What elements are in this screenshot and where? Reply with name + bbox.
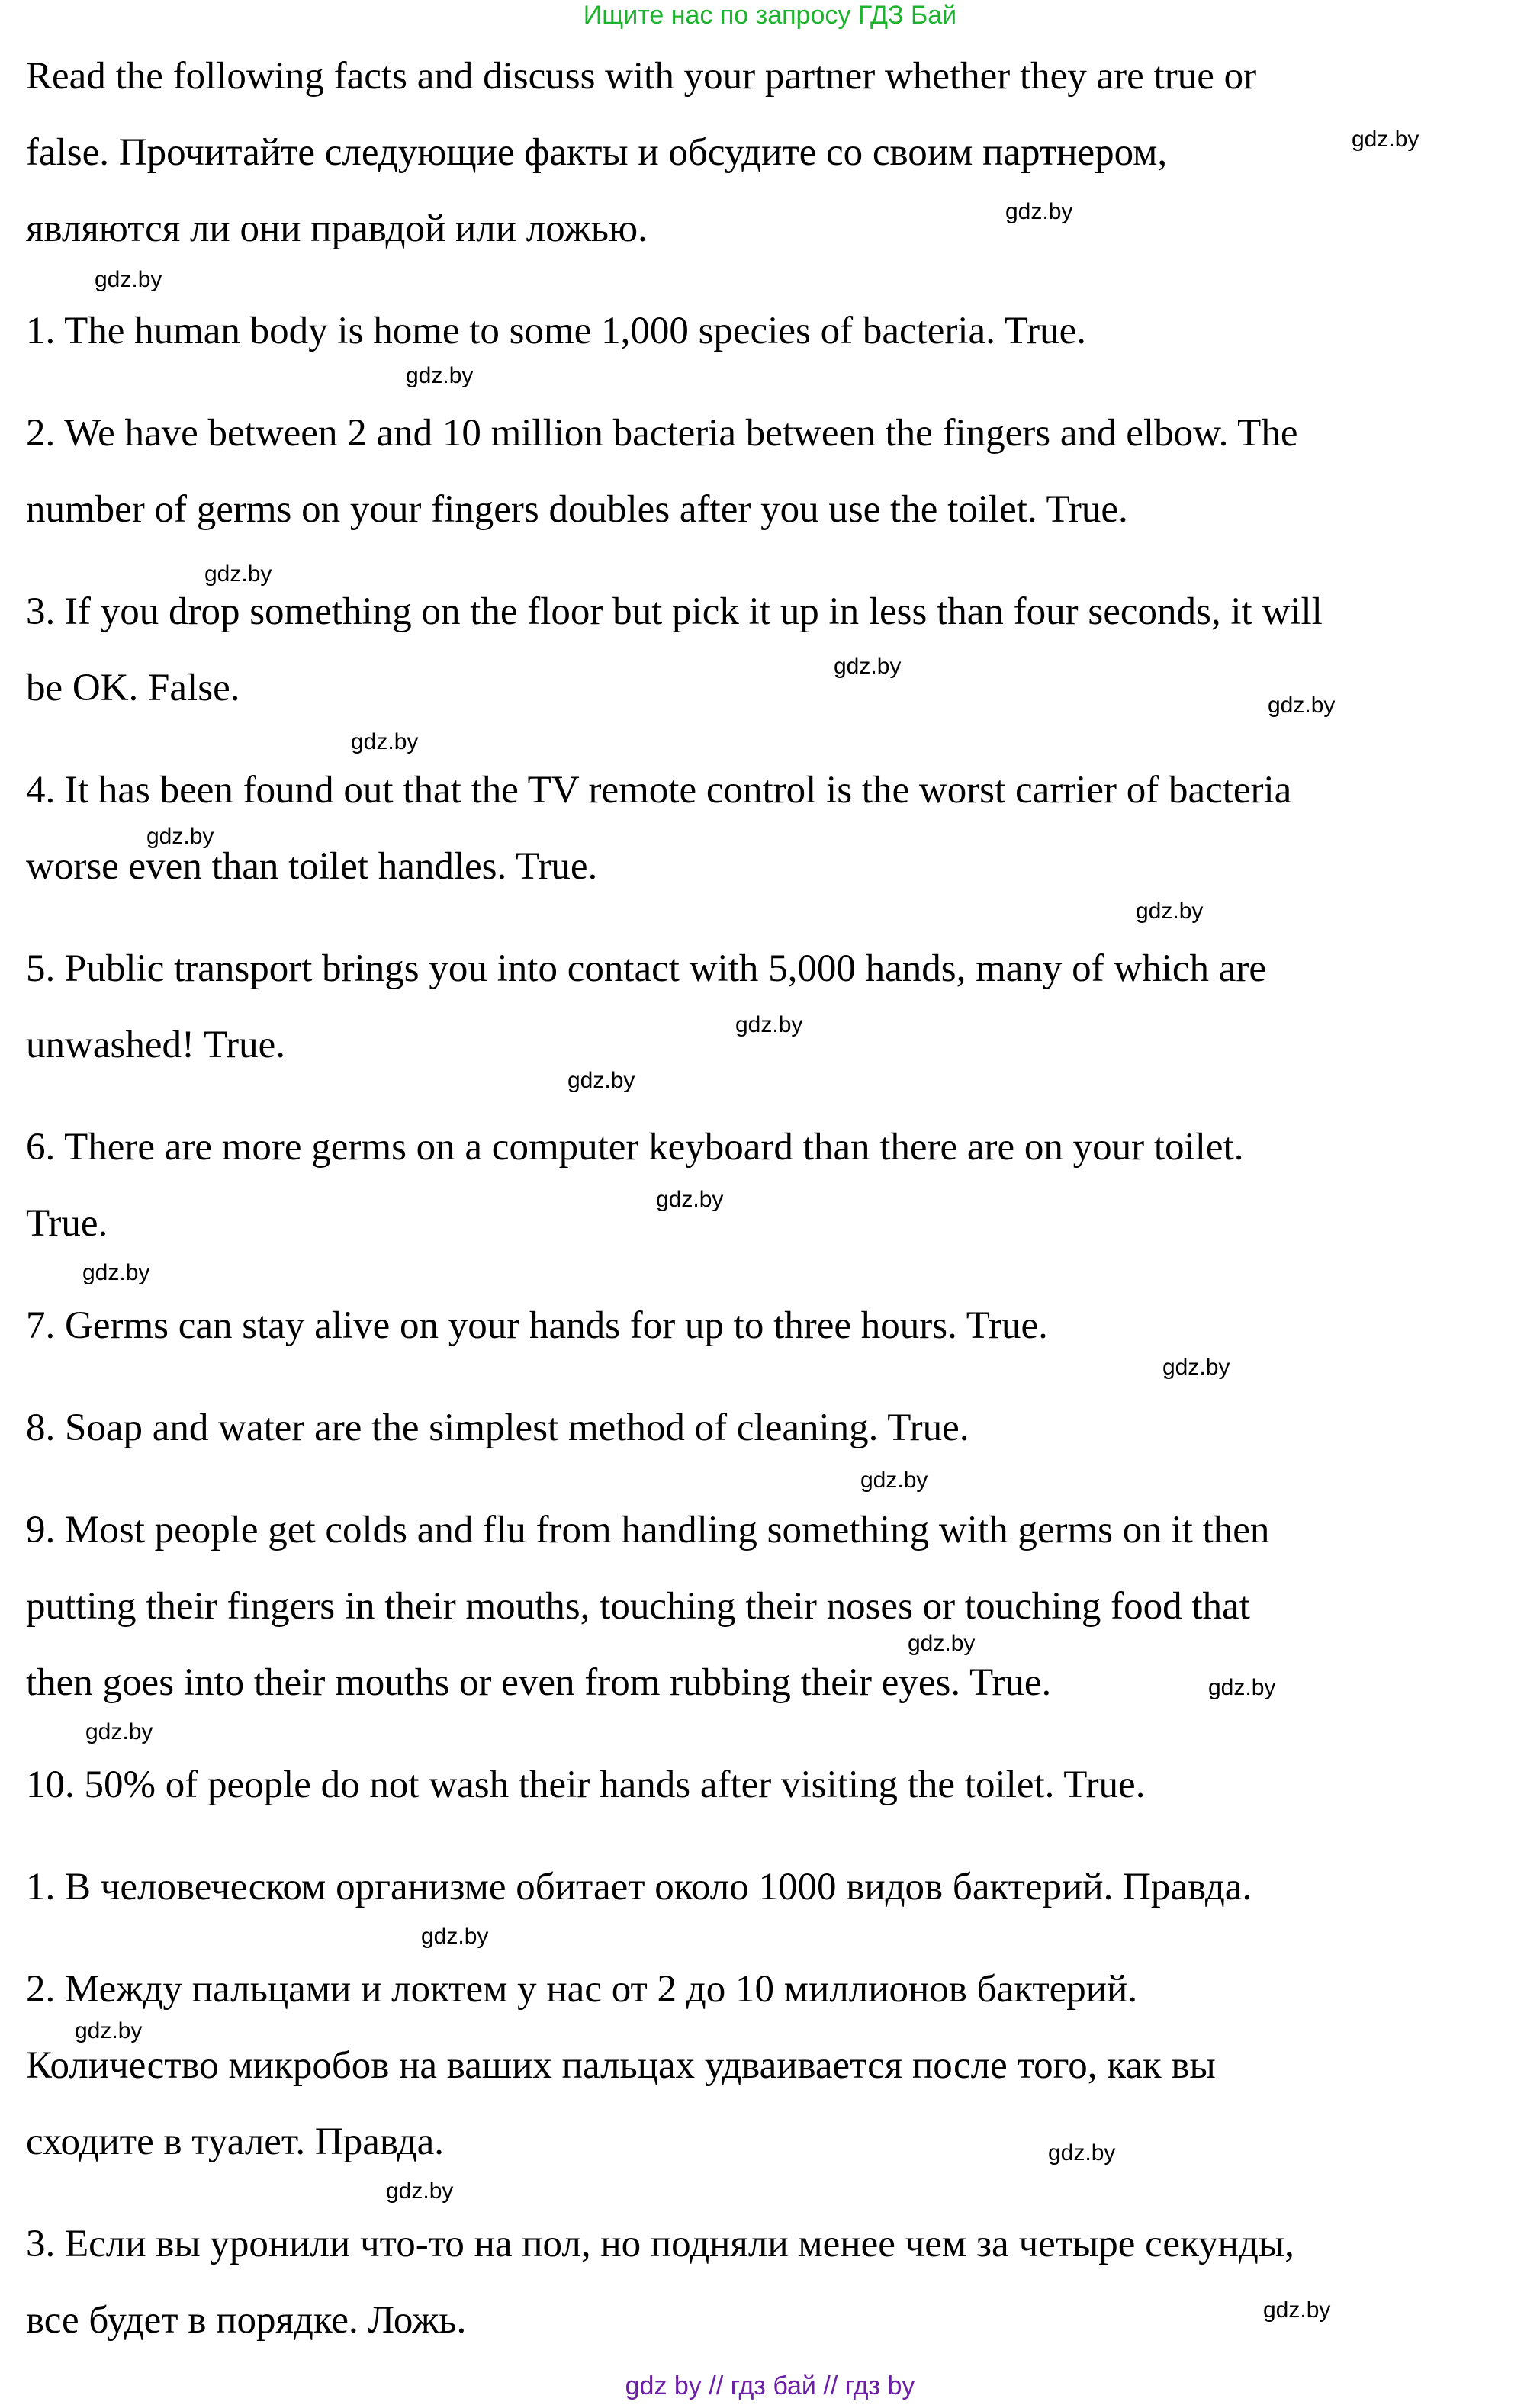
text-line: putting their fingers in their mouths, touching their noses or touching food that [26,1585,1250,1628]
watermark: gdz.by [834,654,902,679]
text-line: 6. There are more germs on a computer keyboard than there are on your toilet. [26,1126,1244,1169]
text-line: 5. Public transport brings you into contact with 5,000 hands, many of which are [26,947,1267,990]
watermark: gdz.by [1208,1675,1276,1700]
text-line: 7. Germs can stay alive on your hands for up to three hours. True. [26,1304,1048,1347]
text-line: worse even than toilet handles. True. [26,845,598,888]
search-hint-banner: Ищите нас по запросу ГДЗ Бай [583,1,957,30]
watermark: gdz.by [1162,1355,1230,1380]
watermark: gdz.by [1352,127,1419,152]
text-line: 8. Soap and water are the simplest method of cleaning. True. [26,1407,969,1449]
text-line: 4. It has been found out that the TV remote control is the worst carrier of bacteria [26,769,1292,812]
watermark: gdz.by [204,561,272,587]
watermark: gdz.by [1263,2297,1331,2323]
text-line: unwashed! True. [26,1024,285,1066]
watermark: gdz.by [406,363,474,388]
text-line: number of germs on your fingers doubles after you use the toilet. True. [26,488,1128,531]
text-line: являются ли они правдой или ложью. [26,207,648,250]
text-line: 1. В человеческом организме обитает около 1000 видов бактерий. Правда. [26,1866,1252,1908]
text-line: 2. We have between 2 and 10 million bacteria between the fingers and elbow. The [26,412,1298,455]
text-line: 1. The human body is home to some 1,000 species of bacteria. True. [26,310,1086,352]
watermark: gdz.by [85,1719,153,1744]
text-line: 2. Между пальцами и локтем у нас от 2 до 10 миллионов бактерий. [26,1968,1138,2011]
watermark: gdz.by [1048,2140,1116,2165]
text-line: True. [26,1202,108,1245]
watermark: gdz.by [421,1924,489,1949]
watermark: gdz.by [351,729,419,754]
text-line: 3. Если вы уронили что-то на пол, но подняли менее чем за четыре секунды, [26,2223,1294,2265]
watermark: gdz.by [567,1068,635,1093]
watermark: gdz.by [1136,899,1204,924]
text-line: Read the following facts and discuss with your partner whether they are true or [26,55,1257,98]
footer-links: gdz by // гдз бай // гдз by [625,2371,915,2400]
text-line: 3. If you drop something on the floor but pick it up in less than four seconds, it will [26,590,1323,633]
watermark: gdz.by [386,2178,454,2204]
text-line: 9. Most people get colds and flu from handling something with germs on it then [26,1509,1270,1551]
text-line: Количество микробов на ваших пальцах удваивается после того, как вы [26,2044,1216,2087]
text-line: false. Прочитайте следующие факты и обсудите со своим партнером, [26,131,1168,174]
text-line: 10. 50% of people do not wash their hands after visiting the toilet. True. [26,1764,1146,1806]
watermark: gdz.by [95,267,162,292]
watermark: gdz.by [75,2018,143,2043]
watermark: gdz.by [82,1260,150,1285]
text-line: все будет в порядке. Ложь. [26,2299,467,2342]
watermark: gdz.by [1005,199,1073,224]
watermark: gdz.by [735,1012,803,1037]
text-line: сходите в туалет. Правда. [26,2120,444,2163]
watermark: gdz.by [908,1631,976,1656]
watermark: gdz.by [656,1187,724,1212]
watermark: gdz.by [1268,693,1336,718]
text-line: be OK. False. [26,667,240,709]
watermark: gdz.by [860,1468,928,1493]
text-line: then goes into their mouths or even from rubbing their eyes. True. [26,1661,1052,1704]
watermark: gdz.by [146,824,214,849]
